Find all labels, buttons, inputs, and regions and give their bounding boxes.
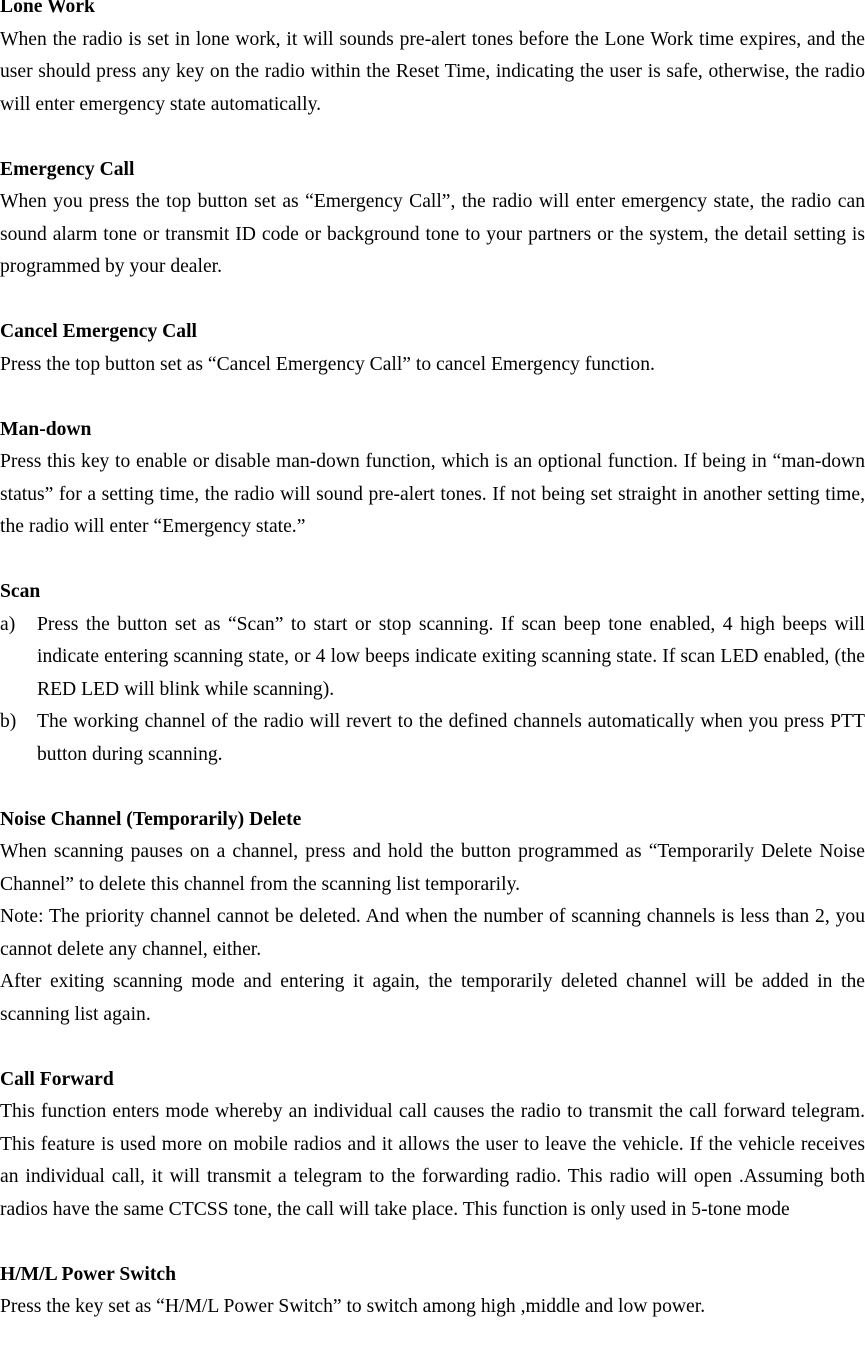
section-paragraph: When the radio is set in lone work, it will sounds pre-alert tones before the Lone Work time expires, and the user should press any key on the radio within the Reset Time, indicating the user is safe, otherwise, the radio will enter emergency state automatically. bbox=[0, 28, 865, 115]
scan-list bbox=[0, 609, 865, 772]
section-scan bbox=[0, 576, 865, 771]
section-paragraph: Press the top button set as “Cancel Emergency Call” to cancel Emergency function. bbox=[0, 353, 655, 375]
list-marker: a) bbox=[0, 613, 16, 635]
list-item bbox=[0, 609, 865, 707]
list-item-text: The working channel of the radio will revert to the defined channels automatically when you press PTT button during scanning. bbox=[37, 711, 865, 765]
section-heading: H/M/L Power Switch bbox=[0, 1263, 176, 1285]
section-paragraph: After exiting scanning mode and entering it again, the temporarily deleted channel will be added in the scanning list again. bbox=[0, 971, 865, 1025]
section-heading: Man-down bbox=[0, 418, 92, 440]
section-heading: Call Forward bbox=[0, 1068, 114, 1090]
section-heading: Scan bbox=[0, 581, 41, 602]
section-hml-power-switch bbox=[0, 1259, 865, 1324]
section-lone-work bbox=[0, 0, 865, 121]
section-note: Note: The priority channel cannot be deleted. And when the number of scanning channels is less than 2, you cannot delete any channel, either. bbox=[0, 906, 865, 960]
section-heading: Lone Work bbox=[0, 0, 95, 17]
section-heading: Cancel Emergency Call bbox=[0, 321, 197, 342]
list-marker: b) bbox=[0, 711, 17, 732]
section-paragraph: Press this key to enable or disable man-down function, which is an optional function. If being in “man-down status” for a setting time, the radio will sound pre-alert tones. If not being set straight in another setting time, the radio will enter “Emergency state.” bbox=[0, 451, 865, 537]
section-paragraph: When you press the top button set as “Emergency Call”, the radio will enter emergency state, the radio can sound alarm tone or transmit ID code or background tone to your partners or the system, the detail setting is programmed by your dealer. bbox=[0, 191, 865, 277]
section-man-down bbox=[0, 414, 865, 544]
section-paragraph: Press the key set as “H/M/L Power Switch” to switch among high ,middle and low power. bbox=[0, 1296, 706, 1317]
section-heading: Noise Channel (Temporarily) Delete bbox=[0, 808, 302, 830]
section-noise-channel-delete bbox=[0, 804, 865, 1032]
section-paragraph: This function enters mode whereby an individual call causes the radio to transmit the call forward telegram. This feature is used more on mobile radios and it allows the user to leave the vehicle. If the vehicle receives an individual call, it will transmit a telegram to the forwarding radio. This radio will open .Assuming both radios have the same CTCSS tone, the call will take place. This function is only used in 5-tone mode bbox=[0, 1101, 865, 1220]
section-emergency-call bbox=[0, 154, 865, 284]
list-item-text: Press the button set as “Scan” to start or stop scanning. If scan beep tone enabled, 4 high beeps will indicate entering scanning state, or 4 low beeps indicate exiting scanning state. If scan LED enabled, (the RED LED will blink while scanning). bbox=[37, 613, 865, 700]
section-call-forward bbox=[0, 1064, 865, 1227]
section-cancel-emergency-call bbox=[0, 316, 865, 381]
section-heading: Emergency Call bbox=[0, 158, 135, 180]
list-item bbox=[0, 706, 865, 771]
section-paragraph: When scanning pauses on a channel, press and hold the button programmed as “Temporarily Delete Noise Channel” to delete this channel from the scanning list temporarily. bbox=[0, 841, 865, 895]
